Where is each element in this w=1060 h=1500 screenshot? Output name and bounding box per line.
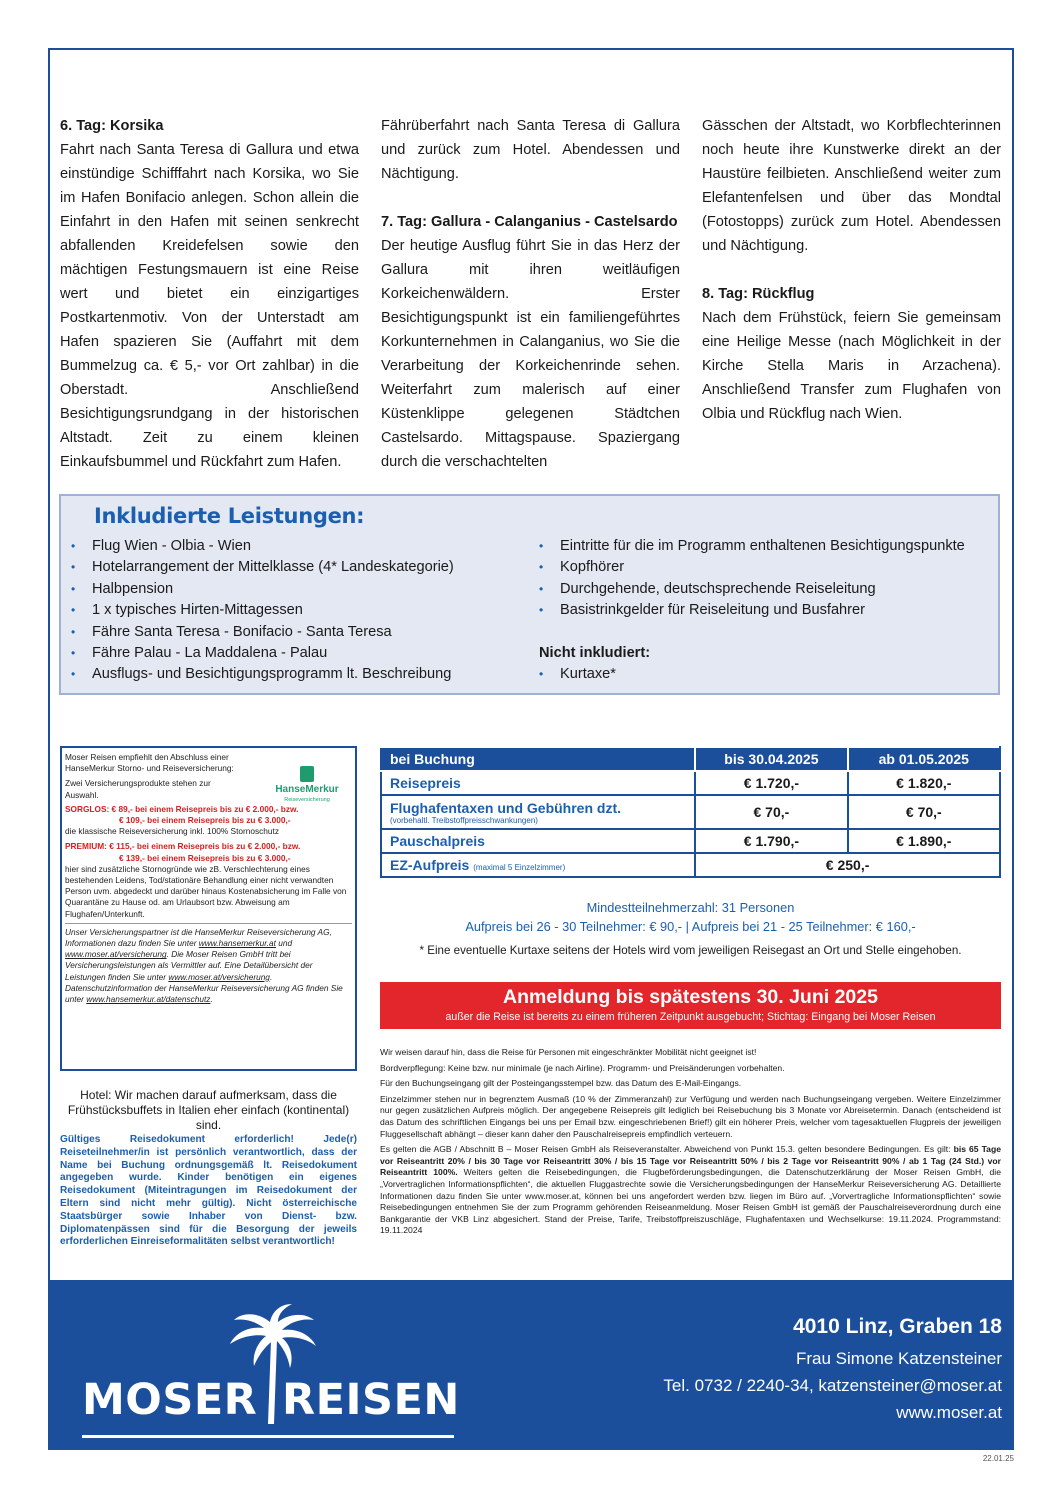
included-services-box: [59, 494, 1000, 695]
hotel-note: Hotel: Wir machen darauf aufmerksam, dass die Frühstücksbuffets in Italien eher einfach (kontinental) sind.: [67, 1088, 350, 1132]
itinerary-column-3: [702, 114, 1001, 474]
premium-desc: hier sind zusätzliche Stornogründe wie zB. Verschlechterung eines bestehenden Leidens, Tod/stationäre Behandlung einer nicht verwandten Person uvm. abgedeckt und darüber hinaus Kostenabsicherung im Falle von Quarantäne zu Hause od. am Urlaubsort bzw. Abweisung am Flughafen/Unterkunft.: [65, 863, 347, 919]
list-item: • Basistrinkgelder für Reiseleitung und Busfahrer: [539, 600, 965, 621]
sorglos-desc: die klassische Reiseversicherung inkl. 100% Stornoschutz: [65, 826, 279, 837]
table-row: Reisepreis € 1.720,- € 1.820,-: [381, 771, 1000, 795]
list-item: • Ausflugs- und Besichtigungsprogramm lt. Beschreibung: [71, 664, 454, 685]
list-item: • Hotelarrangement der Mittelklasse (4* Landeskategorie): [71, 557, 454, 578]
divider: [65, 923, 352, 924]
insurance-box: [60, 746, 357, 1071]
insurance-products: Zwei Versicherungsprodukte stehen zur Auswahl.: [65, 778, 211, 800]
registration-subtitle: außer die Reise ist bereits zu einem früheren Zeitpunkt ausgebucht; Stichtag: Eingang bei Moser Reisen: [445, 1011, 936, 1023]
included-list-left: [71, 536, 454, 686]
table-header: bis 30.04.2025: [695, 747, 847, 771]
premium-line-2: € 139,- bei einem Reisepreis bis zu € 3.000,-: [119, 852, 291, 863]
contact-person: Frau Simone Katzensteiner: [796, 1349, 1002, 1368]
day8-text: Nach dem Frühstück, feiern Sie gemeinsam eine Heilige Messe (nach Möglichkeit in der Kirche Stella Maris in Arzachena). Anschließend Transfer zum Flughafen von Olbia und Rückflug nach Wien.: [702, 310, 1001, 422]
fine-print: Wir weisen darauf hin, dass die Reise für Personen mit eingeschränkter Mobilität nicht geeignet ist! Bordverpflegung: Keine bzw. nur minimale (je nach Airline). Programm- und Preisänderungen vorbehalten. Für den Buchungseingang gilt der Posteingangsstempel bzw. das Datum des E-Mail-Eingangs. Einzelzimmer stehen nur in begrenztem Ausmaß (10 % der Zimmeranzahl) zur Verfügung und werden nach Buchungseingang vergeben. Weitere Einzelzimmer nur gegen zusätzlichen Aufpreis möglich. Der angegebene Reisepreis gilt lediglich bei Reisebuchung bis 3 Monate vor Abreisetermin. Danach (entscheidend ist das Datum des schriftlichen Eingangs bei uns per Email bzw. eingeschriebenen Brief!) gilt ein höherer Preis, welcher vom tagesaktuellen Flugpreis der jeweiligen Fluggesellschaft abhängt – dieser kann daher den Pauschalreisepreis empfindlich verteuern. Es gelten die AGB / Abschnitt B – Moser Reisen GmbH als Reiseveranstalter. Abweichend von Punkt 15.3. gelten besondere Bedingungen. Es gilt: bis 65 Tage vor Reiseantritt 20% / bis 30 Tage vor Reiseantritt 30% / bis 15 Tage vor Reiseantritt 50% / bis 2 Tage vor Reiseantritt 90% / ab 1 Tag (24 Std.) vor Reiseantritt 100%. Weiters gelten die Reisebedingungen, die Flugbeförderungsbedingungen, die Datenschutzerklärung der Moser Reisen GmbH, die „Vorvertraglichen Informationspflichten“, die aktuellen Fluggastrechte sowie die Versicherungsbedingungen der HanseMerkur Reiseversicherung AG. Detaillierte Informationen dazu finden Sie unter www.moser.at, können bei uns angefordert werden bzw. liegen im Büro auf. „Vorvertragliche Informationspflichten“ sowie Reisebedingungen entnehmen Sie der zum Programm gehörenden Reiseanmeldung. Moser Reisen GmbH ist gemäß der Pauschalreiseverordnung durch eine Bankgarantie der VKB Linz abgesichert. Stand der Preise, Tarife, Treibstoffpreiszuschläge, Flughafentaxen und Wechselkurse: 19.11.2024. Programmstand: 19.11.2024: [380, 1047, 1001, 1236]
bullet-icon: •: [539, 539, 544, 553]
moser-reisen-logo: [82, 1302, 458, 1426]
bullet-icon: •: [539, 603, 544, 618]
table-row: Flughafentaxen und Gebühren dzt. (vorbehaltl. Treibstoffpreisschwankungen) € 70,- € 70,-: [381, 795, 1000, 829]
moser-insurance-link[interactable]: www.moser.at/versicherung: [65, 949, 167, 960]
list-item: • Fähre Santa Teresa - Bonifacio - Santa Teresa: [71, 622, 454, 643]
address: 4010 Linz, Graben 18: [793, 1315, 1002, 1338]
list-item: • Kurtaxe*: [539, 664, 965, 685]
itinerary-column-1: [60, 114, 359, 474]
bullet-icon: •: [71, 560, 76, 575]
table-row: EZ-Aufpreis (maximal 5 Einzelzimmer) € 250,-: [381, 853, 1000, 877]
list-item: • Durchgehende, deutschsprechende Reiseleitung: [539, 579, 965, 600]
hansemerkur-icon: [300, 766, 314, 782]
phone-email[interactable]: Tel. 0732 / 2240-34, katzensteiner@moser.at: [663, 1376, 1002, 1395]
list-item: • Flug Wien - Olbia - Wien: [71, 536, 454, 557]
bullet-icon: •: [539, 581, 544, 596]
insurance-partner-info: Unser Versicherungspartner ist die HanseMerkur Reiseversicherung AG, Informationen dazu finden Sie unter www.hansemerkur.at und www.moser.at/versicherung. Die Moser Reisen GmbH tritt bei Versicherungsleistungen als Vermittler auf. Eine Detailübersicht der Leistungen finden Sie unter www.moser.at/versicherung. Datenschutzinformation der HanseMerkur Reiseversicherung AG finden Sie unter www.hansemerkur.at/datenschutz.: [65, 926, 343, 1005]
day6-title: 6. Tag: Korsika: [60, 118, 164, 134]
table-header: ab 01.05.2025: [848, 747, 1000, 771]
day6-text: Fahrt nach Santa Teresa di Gallura und etwa einstündige Schifffahrt nach Korsika, wo Sie im Hafen Bonifacio anlegen. Schon allein die Einfahrt in den Hafen mit seinen senkrecht abfallenden Kreidefelsen sowie den mächtigen Festungsmauern ist eine Reise wert und bietet ein einzigartiges Postkartenmotiv. Von der Unterstadt am Hafen spazieren Sie (Auffahrt mit dem Bummelzug ca. € 5,- vor Ort zahlbar) in die Oberstadt. Anschließend Besichtigungsrundgang in der historischen Altstadt. Zeit zu einem kleinen Einkaufsbummel und Rückfahrt zum Hafen.: [60, 142, 359, 470]
travel-document-note: Gültiges Reisedokument erforderlich! Jede(r) Reiseteilnehmer/in ist persönlich verantwortlich, dass der Name bei Buchung ordnungsgemäß lt. Reisedokument angegeben wurde. Kinder benötigen ein eigenes Reisedokument (Miteintragungen im Reisedokument der Eltern sind nicht mehr gültig). Nicht österreichische Staatsbürger sowie Inhaber von Dienst- bzw. Diplomatenpässen sind für die Besorgung der jeweils erforderlichen Einreiseformalitäten selbst verantwortlich!: [60, 1134, 357, 1248]
insurance-intro: Moser Reisen empfiehlt den Abschluss einer HanseMerkur Storno- und Reiseversicherung:: [65, 752, 234, 774]
bullet-icon: •: [71, 667, 76, 682]
day7-text: Der heutige Ausflug führt Sie in das Herz der Gallura mit ihren weitläufigen Korkeichenwäldern. Erster Besichtigungspunkt ist ein familiengeführtes Korkunternehmen in Calanganius, wo Sie die Verarbeitung der Korkeichenrinde sehen. Weiterfahrt zum malerisch auf einer Küstenklippe gelegenen Städtchen Castelsardo. Mittagspause. Spaziergang durch die verschachtelten: [381, 238, 680, 470]
table-header: bei Buchung: [381, 747, 695, 771]
participants-info: Mindestteilnehmerzahl: 31 Personen Aufpreis bei 26 - 30 Teilnehmer: € 90,- | Aufpreis bei 21 - 25 Teilnehmer: € 160,-: [465, 900, 916, 934]
table-row: Pauschalpreis € 1.790,- € 1.890,-: [381, 829, 1000, 853]
day7-title: 7. Tag: Gallura - Calanganius - Castelsardo: [381, 214, 678, 230]
included-title: Inkludierte Leistungen:: [94, 504, 365, 528]
website-link[interactable]: www.moser.at: [896, 1403, 1002, 1422]
bullet-icon: •: [539, 667, 544, 682]
itinerary-column-2: [381, 114, 680, 474]
bullet-icon: •: [71, 581, 76, 596]
not-included-title: Nicht inkludiert:: [539, 644, 651, 661]
bullet-icon: •: [71, 539, 76, 553]
day7-continued: Gässchen der Altstadt, wo Korbflechterinnen noch heute ihre Kunstwerke direkt an der Haustüre feilbieten. Anschließend weiter zum Elefantenfelsen und über das Mondtal (Fotostopps) zurück zum Hotel. Abendessen und Nächtigung.: [702, 118, 1001, 254]
sorglos-line-2: € 109,- bei einem Reisepreis bis zu € 3.000,-: [119, 815, 291, 826]
bullet-icon: •: [71, 603, 76, 618]
registration-title: Anmeldung bis spätestens 30. Juni 2025: [503, 986, 878, 1008]
included-list-right: [539, 536, 965, 685]
list-item: • Kopfhörer: [539, 557, 965, 578]
contact-block: [663, 1315, 1002, 1426]
price-table: [380, 746, 1001, 878]
document-date: 22.01.25: [982, 1454, 1014, 1463]
brand-right: REISEN: [282, 1375, 460, 1425]
logo-underline: [82, 1435, 454, 1438]
sorglos-line-1: SORGLOS: € 89,- bei einem Reisepreis bis zu € 2.000,- bzw.: [65, 803, 299, 814]
registration-banner: [380, 982, 1001, 1029]
bullet-icon: •: [539, 560, 544, 575]
brand-left: MOSER: [82, 1375, 258, 1425]
day6-continued: Fährüberfahrt nach Santa Teresa di Gallura und zurück zum Hotel. Abendessen und Nächtigung.: [381, 118, 680, 182]
list-item: • 1 x typisches Hirten-Mittagessen: [71, 600, 454, 621]
footer: [48, 1280, 1014, 1450]
list-item: • Fähre Palau - La Maddalena - Palau: [71, 643, 454, 664]
hansemerkur-logo: HanseMerkur Reiseversicherung: [271, 766, 343, 806]
list-item: • Halbpension: [71, 579, 454, 600]
hansemerkur-link[interactable]: www.hansemerkur.at: [198, 938, 276, 949]
table-header-row: [381, 747, 1000, 771]
kurtaxe-note: * Eine eventuelle Kurtaxe seitens der Hotels wird vom jeweiligen Reisegast an Ort und Stelle eingehoben.: [419, 944, 962, 957]
bullet-icon: •: [71, 646, 76, 661]
day8-title: 8. Tag: Rückflug: [702, 286, 815, 302]
moser-insurance-link-2[interactable]: www.moser.at/versicherung: [168, 971, 270, 982]
list-item: • Eintritte für die im Programm enthaltenen Besichtigungspunkte: [539, 536, 965, 557]
premium-line-1: PREMIUM: € 115,- bei einem Reisepreis bis zu € 2.000,- bzw.: [65, 841, 301, 852]
hansemerkur-privacy-link[interactable]: www.hansemerkur.at/datenschutz: [86, 994, 211, 1005]
bullet-icon: •: [71, 624, 76, 639]
itinerary-columns: [60, 114, 1002, 474]
